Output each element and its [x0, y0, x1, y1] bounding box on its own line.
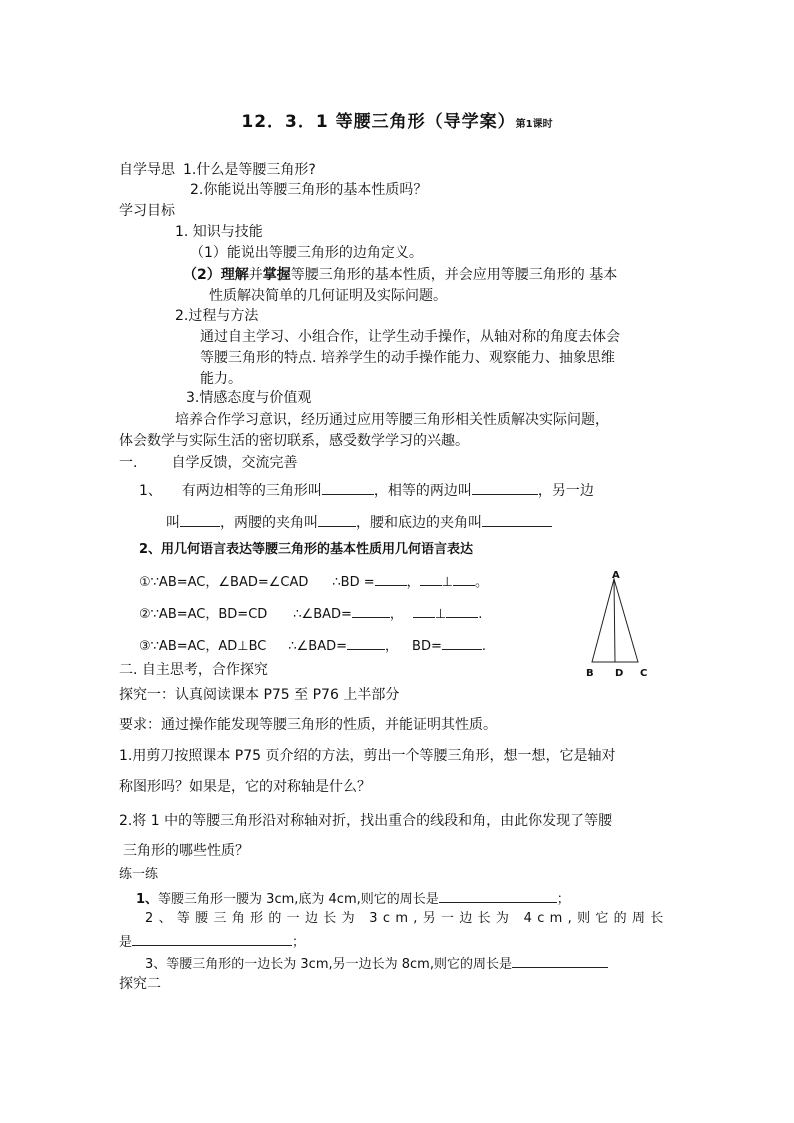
- answer-blank[interactable]: [413, 603, 435, 618]
- answer-blank[interactable]: [472, 480, 538, 495]
- fill-item-1-text-a: 有两边相等的三角形叫: [181, 483, 322, 499]
- isosceles-triangle-figure: [580, 565, 660, 681]
- process-line-1: 通过自主学习、小组合作，让学生动手操作，从轴对称的角度去体会: [200, 329, 620, 345]
- fill-item-2: 2、用几何语言表达等腰三角形的基本性质用几何语言表达: [139, 542, 474, 557]
- geometry-case-1: [139, 571, 488, 592]
- section-1-heading: [119, 454, 297, 472]
- process-heading: 2.过程与方法: [175, 308, 259, 324]
- practice-item-1: [136, 888, 570, 909]
- emotion-line-2: 体会数学与实际生活的密切联系，感受数学学习的兴趣。: [119, 433, 469, 449]
- answer-blank[interactable]: [439, 888, 557, 903]
- case-1-end: 。: [474, 575, 488, 590]
- section-1-number: 一.: [119, 455, 138, 471]
- answer-blank[interactable]: [482, 512, 552, 527]
- case-1-conclude: ∴BD =: [332, 575, 375, 590]
- practice-item-2: [145, 910, 669, 928]
- guide-line-1: [119, 161, 316, 179]
- explore-1-requirement: 要求：通过操作能发现等腰三角形的性质，并能证明其性质。: [119, 717, 497, 733]
- answer-blank[interactable]: [442, 635, 482, 650]
- answer-blank[interactable]: [453, 571, 475, 586]
- practice-item-2-number: 2、: [145, 911, 177, 926]
- practice-item-3-text: 等腰三角形的一边长为 3cm,另一边长为 8cm,则它的周长是: [166, 957, 512, 972]
- page-title: [0, 107, 794, 132]
- case-1-given: ①∵AB=AC，∠BAD=∠CAD: [139, 575, 309, 590]
- perpendicular-symbol: ⊥: [441, 575, 453, 590]
- explore-question-2-line-1: 2.将 1 中的等腰三角形沿对称轴对折，找出重合的线段和角，由此你发现了等腰: [119, 813, 613, 829]
- fill-item-1-line-2: [166, 512, 552, 532]
- practice-item-2-end: ；: [292, 935, 306, 950]
- guide-question-2: 2.你能说出等腰三角形的基本性质吗？: [190, 182, 428, 198]
- answer-blank[interactable]: [375, 571, 407, 586]
- fill-item-1: [139, 480, 594, 500]
- explore-2-heading: 探究二: [119, 976, 161, 992]
- fill-item-1-text-d: 叫: [166, 515, 180, 531]
- emotion-line-1: 培养合作学习意识，经历通过应用等腰三角形相关性质解决实际问题，: [175, 412, 609, 428]
- case-3-given: ③∵AB=AC，AD⊥BC: [139, 639, 267, 654]
- knowledge-item-2: [183, 266, 617, 284]
- practice-item-1-end: ；: [556, 892, 570, 907]
- vertex-label-c: C: [640, 668, 648, 679]
- practice-item-1-text: 等腰三角形一腰为 3cm,底为 4cm,则它的周长是: [158, 892, 439, 907]
- case-2-comma: ，: [389, 607, 403, 622]
- title-main: 12．3．1 等腰三角形（导学案）: [241, 112, 516, 132]
- knowledge-item-2-understand: 理解: [220, 267, 249, 283]
- knowledge-item-2-rest: 等腰三角形的基本性质，并会应用等腰三角形的 基本: [290, 267, 618, 283]
- vertex-label-b: B: [586, 668, 594, 679]
- answer-blank[interactable]: [352, 603, 390, 618]
- perpendicular-symbol: ⊥: [434, 607, 447, 622]
- knowledge-heading: 1. 知识与技能: [175, 224, 263, 240]
- case-3-conclude: ∴∠BAD=: [288, 639, 348, 654]
- goals-heading: 学习目标: [119, 203, 175, 219]
- answer-blank[interactable]: [318, 512, 356, 527]
- case-2-end: .: [478, 607, 483, 622]
- knowledge-item-1: （1）能说出等腰三角形的边角定义。: [190, 245, 423, 261]
- practice-item-3: [145, 953, 608, 974]
- vertex-label-d: D: [615, 668, 624, 679]
- case-3-bd: BD=: [412, 639, 442, 654]
- fill-item-1-text-c: ，另一边: [537, 483, 594, 499]
- section-2-heading: 二. 自主思考，合作探究: [119, 662, 268, 678]
- practice-item-2-line-2: [119, 931, 305, 952]
- case-1-comma: ，: [406, 575, 420, 590]
- answer-blank[interactable]: [132, 931, 292, 946]
- answer-blank[interactable]: [420, 571, 442, 586]
- explore-question-1-line-2: 称图形吗？如果是，它的对称轴是什么？: [119, 779, 371, 795]
- practice-item-3-number: 3、: [145, 957, 167, 972]
- answer-blank[interactable]: [446, 603, 478, 618]
- knowledge-item-2-master: 掌握: [262, 267, 291, 283]
- process-line-2: 等腰三角形的特点. 培养学生的动手操作能力、观察能力、抽象思维: [200, 350, 615, 366]
- geometry-case-3: [139, 635, 486, 656]
- case-3-end: .: [481, 639, 486, 654]
- practice-item-2-is: 是: [119, 935, 133, 950]
- knowledge-item-2-and: 并: [248, 267, 263, 283]
- practice-item-1-number: 1、: [136, 892, 159, 907]
- guide-label: 自学导思: [119, 162, 175, 178]
- case-2-given: ②∵AB=AC，BD=CD: [139, 607, 268, 622]
- title-lesson-number: 第1课时: [515, 119, 553, 130]
- explore-question-1-line-1: 1.用剪刀按照课本 P75 页介绍的方法，剪出一个等腰三角形，想一想，它是轴对: [119, 748, 616, 764]
- guide-question-1: 1.什么是等腰三角形?: [183, 162, 316, 178]
- process-line-3: 能力。: [200, 371, 242, 387]
- section-1-title: 自学反馈，交流完善: [171, 455, 298, 471]
- explore-question-2-line-2: 三角形的哪些性质？: [123, 843, 249, 859]
- explore-1-heading: 探究一：认真阅读课本 P75 至 P76 上半部分: [119, 687, 400, 703]
- answer-blank[interactable]: [180, 512, 220, 527]
- geometry-case-2: [139, 603, 482, 624]
- knowledge-item-2-line-2: 性质解决简单的几何证明及实际问题。: [209, 288, 447, 304]
- practice-heading: 练一练: [119, 867, 159, 882]
- answer-blank[interactable]: [322, 480, 374, 495]
- fill-item-1-text-b: ，相等的两边叫: [373, 483, 472, 499]
- fill-item-1-text-e: ，两腰的夹角叫: [220, 515, 318, 531]
- fill-item-1-number: 1、: [139, 483, 162, 499]
- vertex-label-a: A: [612, 570, 620, 581]
- answer-blank[interactable]: [512, 953, 608, 968]
- emotion-heading: 3.情感态度与价值观: [186, 390, 312, 406]
- case-2-conclude: ∴∠BAD=: [293, 607, 352, 622]
- answer-blank[interactable]: [347, 635, 385, 650]
- practice-item-2-text: 等腰三角形的一边长为 3cm,另一边长为 4cm,则它的周长: [176, 911, 669, 926]
- triangle-median-ad: [614, 579, 615, 662]
- knowledge-item-2-prefix: （2）: [183, 267, 221, 283]
- case-3-comma: ，: [385, 639, 399, 654]
- fill-item-1-text-f: ，腰和底边的夹角叫: [356, 515, 482, 531]
